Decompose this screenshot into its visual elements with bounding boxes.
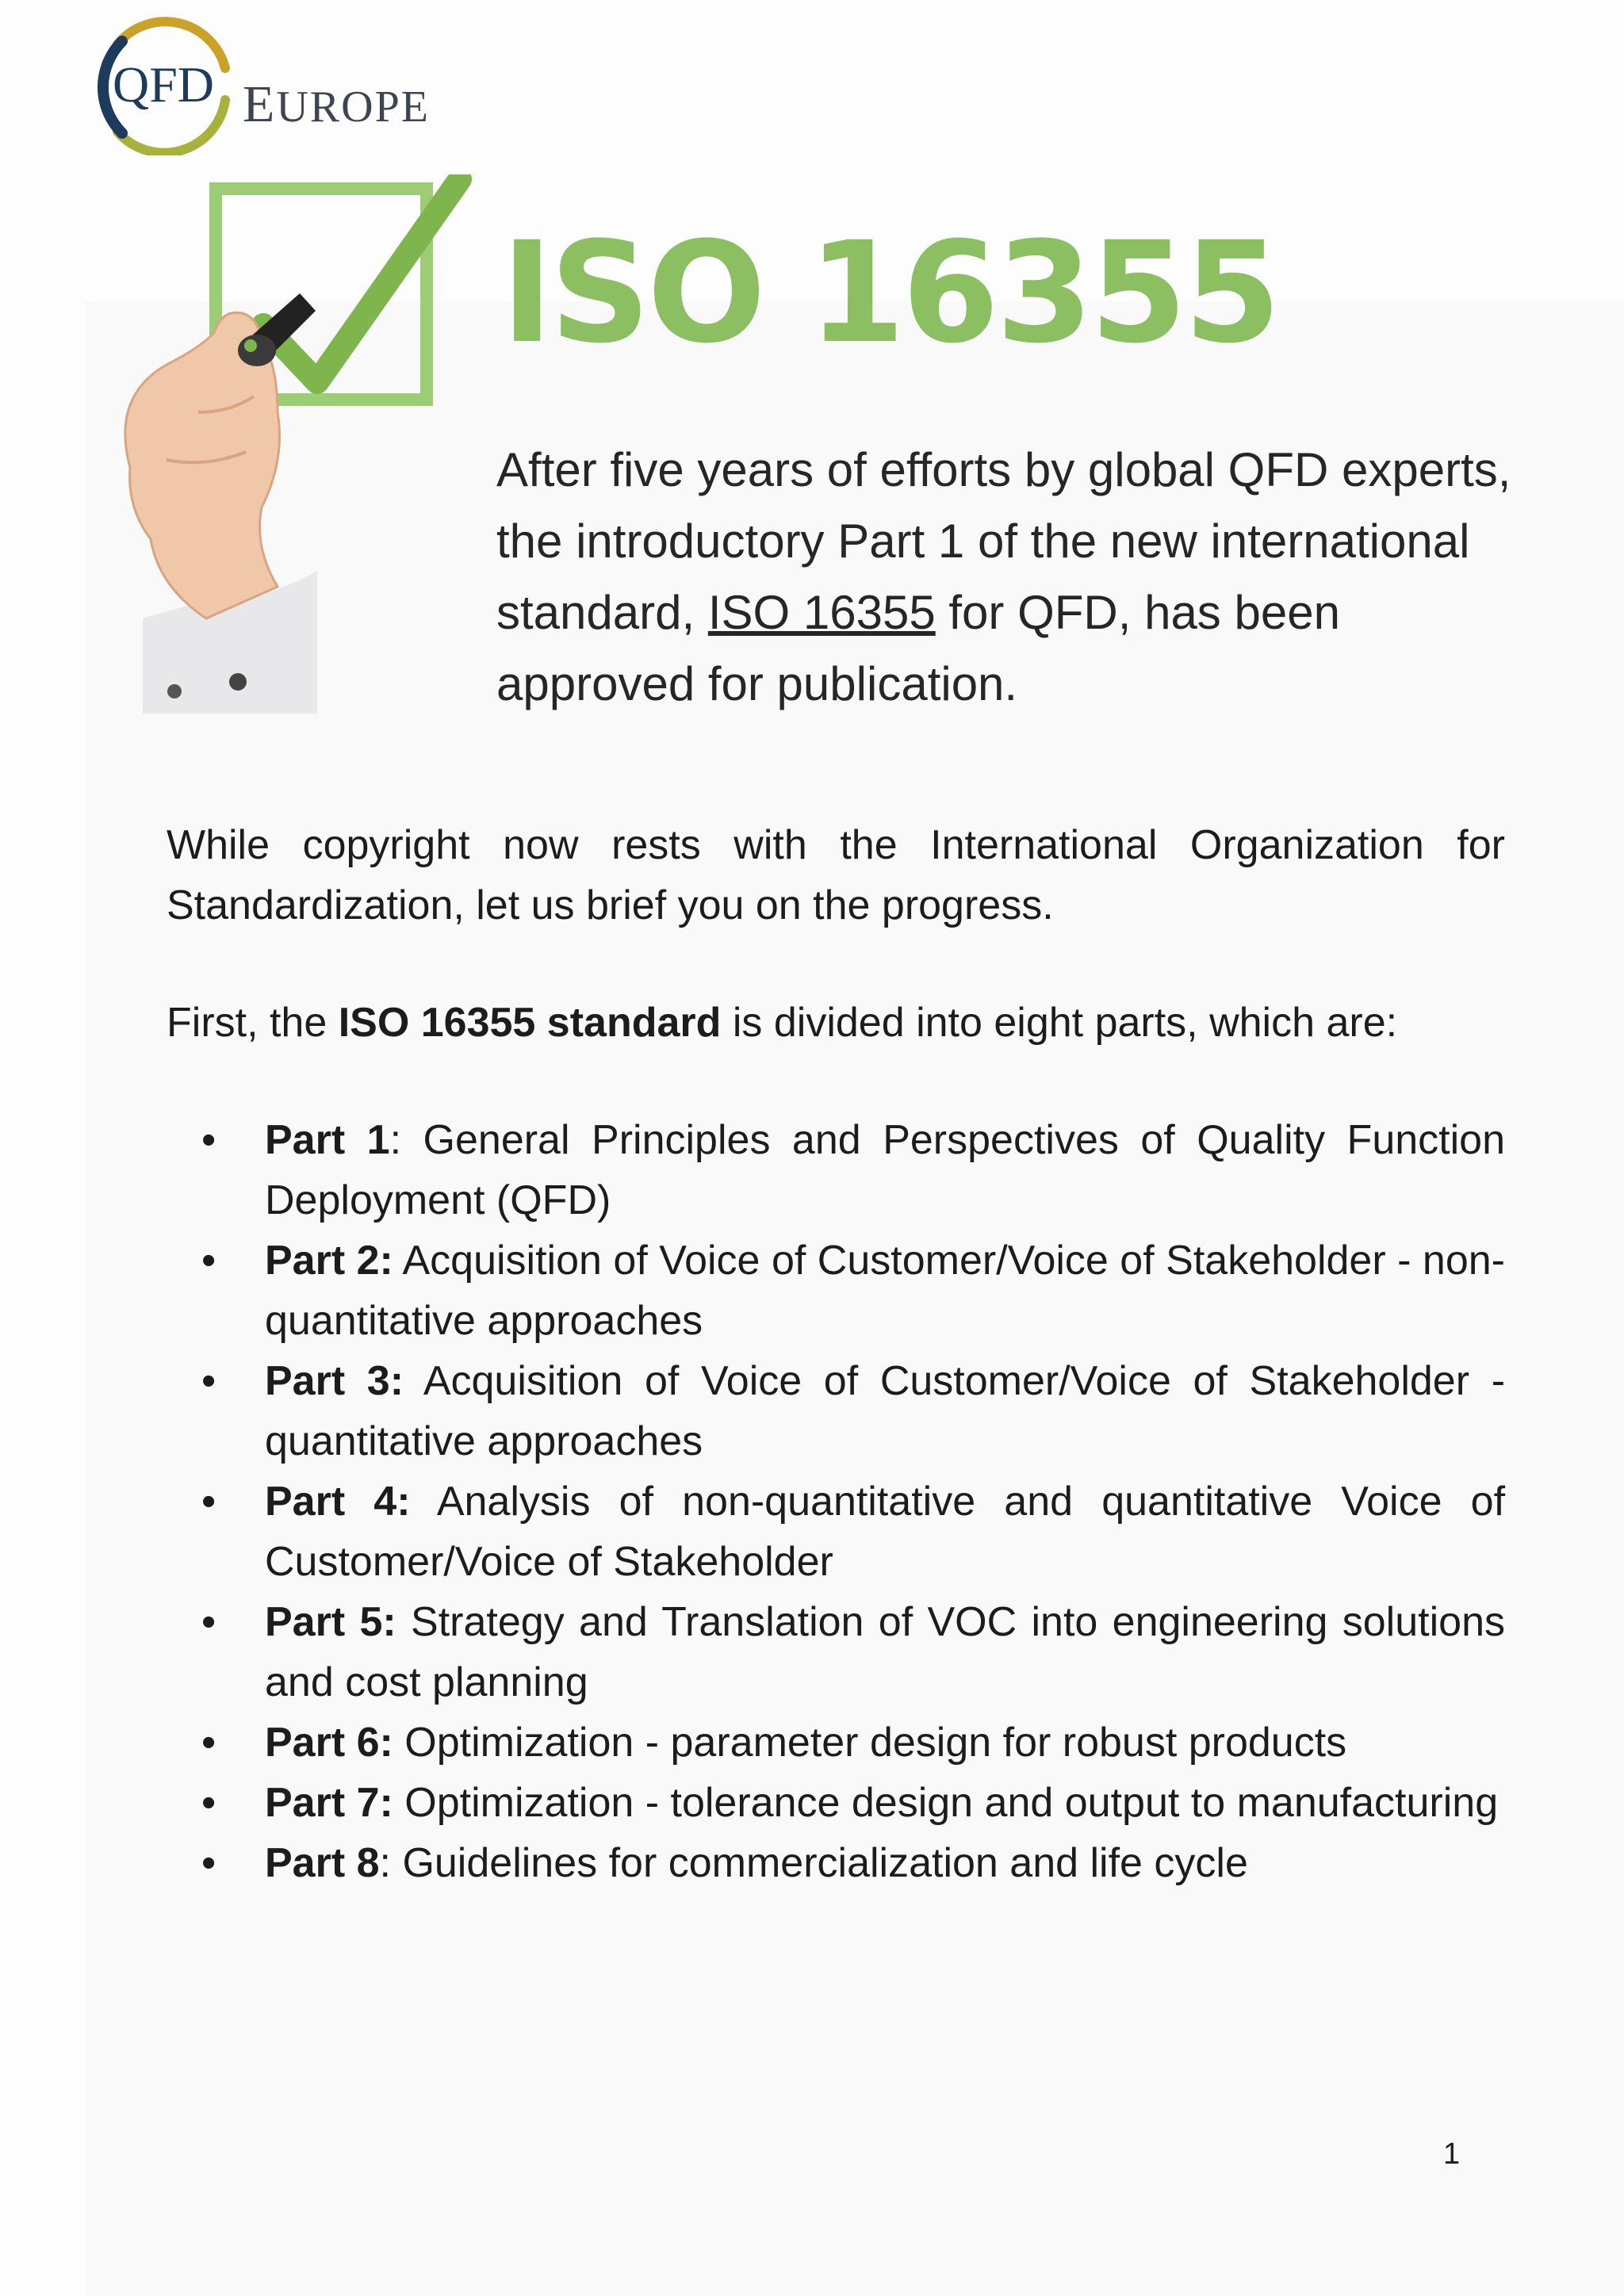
copyright-paragraph: While copyright now rests with the International Organization for Standardization, let us brief you on the progress. bbox=[167, 822, 1505, 928]
intro-paragraph bbox=[496, 434, 1527, 720]
list-item bbox=[167, 1471, 1505, 1592]
bullet-icon: • bbox=[201, 1599, 216, 1645]
cufflink-button bbox=[229, 673, 247, 691]
list-item bbox=[167, 1833, 1505, 1893]
list-item bbox=[167, 1712, 1505, 1773]
part-label: Part 8 bbox=[265, 1840, 380, 1886]
logo-wordmark-initial: E bbox=[243, 75, 277, 133]
bullet-icon: • bbox=[201, 1358, 216, 1404]
bullet-icon: • bbox=[201, 1479, 216, 1525]
parts-intro-paragraph bbox=[167, 993, 1505, 1053]
part-separator: : bbox=[379, 1840, 403, 1886]
logo-wordmark bbox=[243, 75, 430, 135]
part-text: Guidelines for commercialization and life cycle bbox=[402, 1840, 1248, 1886]
list-item bbox=[167, 1351, 1505, 1471]
part-text: Analysis of non-quantitative and quantitative Voice of Customer/Voice of Stakeholder bbox=[265, 1479, 1506, 1585]
part-text: General Principles and Perspectives of Quality Function Deployment (QFD) bbox=[265, 1117, 1505, 1223]
page-title: ISO 16355 bbox=[501, 212, 1278, 374]
marker-cap bbox=[238, 335, 276, 366]
part-separator bbox=[404, 1358, 423, 1404]
list-item bbox=[167, 1592, 1505, 1712]
part-text: Strategy and Translation of VOC into engineering solutions and cost planning bbox=[265, 1599, 1505, 1705]
parts-intro-start: First, the bbox=[167, 1000, 339, 1046]
part-text: Acquisition of Voice of Customer/Voice of Stakeholder - non-quantitative approaches bbox=[265, 1238, 1505, 1344]
bullet-icon: • bbox=[201, 1238, 216, 1284]
intro-text-start: After five years of efforts by global QFD experts, the introductory Part 1 of the new international standard, bbox=[496, 443, 1511, 639]
part-label: Part 3: bbox=[265, 1358, 404, 1404]
bullet-icon: • bbox=[201, 1117, 216, 1163]
list-item bbox=[167, 1230, 1505, 1351]
list-item bbox=[167, 1773, 1505, 1833]
intro-text-end: for QFD, has been approved for publication. bbox=[496, 586, 1340, 710]
parts-list bbox=[167, 1110, 1505, 1893]
marker-tip bbox=[244, 339, 257, 352]
part-text: Optimization - parameter design for robust products bbox=[404, 1720, 1347, 1766]
qfd-europe-logo bbox=[86, 13, 435, 155]
part-separator bbox=[411, 1479, 437, 1525]
parts-intro-end: is divided into eight parts, which are: bbox=[721, 1000, 1398, 1046]
part-separator bbox=[393, 1720, 404, 1766]
part-separator bbox=[393, 1238, 403, 1284]
part-label: Part 2: bbox=[265, 1238, 393, 1284]
part-label: Part 6: bbox=[265, 1720, 393, 1766]
cufflink-button-2 bbox=[167, 684, 182, 698]
part-label: Part 7: bbox=[265, 1780, 393, 1826]
parts-intro-bold: ISO 16355 standard bbox=[338, 1000, 722, 1046]
part-text: Optimization - tolerance design and output to manufacturing bbox=[404, 1780, 1499, 1826]
hand-checkmark-illustration bbox=[79, 174, 492, 714]
logo-wordmark-rest: UROPE bbox=[276, 82, 430, 132]
part-label: Part 5: bbox=[265, 1599, 396, 1645]
bullet-icon: • bbox=[201, 1720, 216, 1766]
bullet-icon: • bbox=[201, 1840, 216, 1886]
list-item bbox=[167, 1110, 1505, 1230]
part-label: Part 1 bbox=[265, 1117, 390, 1163]
part-text: Acquisition of Voice of Customer/Voice of Stakeholder - quantitative approaches bbox=[265, 1358, 1506, 1464]
iso-16355-link[interactable]: ISO 16355 bbox=[707, 586, 936, 639]
bullet-icon: • bbox=[201, 1780, 216, 1826]
logo-emblem bbox=[86, 13, 244, 155]
page-number: 1 bbox=[1443, 2137, 1461, 2171]
part-separator bbox=[396, 1599, 411, 1645]
part-label: Part 4: bbox=[265, 1479, 411, 1525]
part-separator bbox=[393, 1780, 404, 1826]
part-separator: : bbox=[389, 1117, 423, 1163]
logo-badge-text: QFD bbox=[112, 56, 215, 113]
